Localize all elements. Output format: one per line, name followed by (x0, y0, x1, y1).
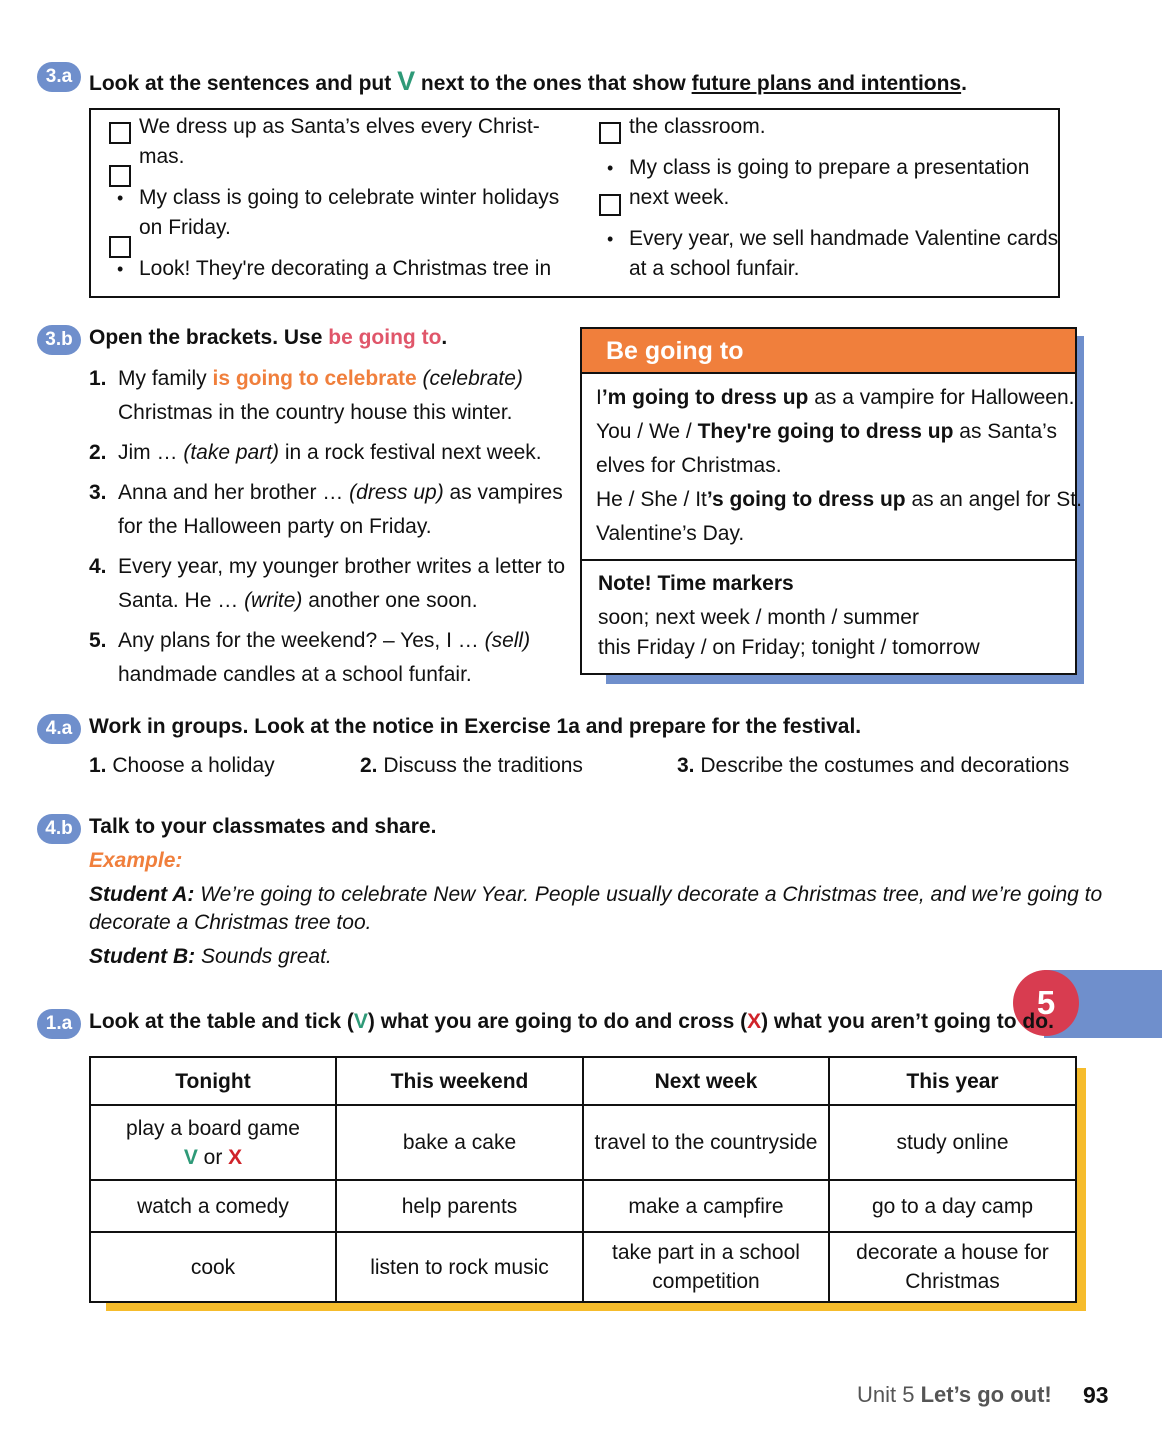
exercise-1a-title (89, 1010, 1054, 1034)
checkbox[interactable] (599, 194, 621, 216)
title-highlight: be going to (328, 326, 442, 349)
table-cell[interactable]: cook (90, 1232, 336, 1302)
verb-hint: (dress up) (349, 481, 444, 504)
item-line (118, 364, 523, 394)
table-cell[interactable]: watch a comedy (90, 1180, 336, 1232)
item-line: handmade candles at a school funfair. (118, 663, 472, 686)
grammar-box-heading: Be going to (582, 329, 1075, 374)
column-header: Tonight (90, 1057, 336, 1105)
activity-text: competition (652, 1270, 760, 1293)
title-text: next to the ones that show (415, 72, 692, 95)
table-cell[interactable]: make a campfire (583, 1180, 829, 1232)
sentences-box (89, 108, 1060, 298)
grammar-line: Valentine’s Day. (596, 522, 745, 545)
item-number: 1. (89, 367, 107, 390)
verb-hint: (take part) (183, 441, 280, 464)
note-line: this Friday / on Friday; tonight / tomorrow (598, 636, 980, 659)
grammar-text: as a vampire for Halloween. (808, 386, 1075, 409)
checkbox[interactable] (599, 122, 621, 144)
item-line (118, 478, 563, 508)
table-cell[interactable]: travel to the countryside (583, 1105, 829, 1180)
activity-text: play a board game (126, 1116, 300, 1140)
item-line (118, 438, 542, 468)
table-cell[interactable]: go to a day camp (829, 1180, 1076, 1232)
item-text: Any plans for the weekend? – Yes, I … (118, 629, 485, 652)
item-number: 2. (89, 441, 107, 464)
title-text: Open the brackets. Use (89, 326, 329, 349)
dialogue-line (89, 942, 332, 972)
dialogue-line (89, 880, 1102, 910)
table-cell[interactable]: bake a cake (336, 1105, 583, 1180)
title-text: . (441, 326, 448, 349)
step-number: 2. (360, 754, 378, 777)
sentence-line: the classroom. (629, 115, 766, 138)
step-3 (677, 751, 1069, 781)
verb-hint: (celebrate) (416, 367, 523, 390)
exercise-badge-4a: 4.a (37, 714, 81, 744)
grammar-bold: ’s going to dress up (706, 488, 906, 511)
note-line: soon; next week / month / summer (598, 606, 919, 629)
dialogue-line: decorate a Christmas tree too. (89, 911, 372, 934)
item-text: as vampires (443, 481, 563, 504)
step-text: Discuss the traditions (377, 754, 583, 777)
column-header: Next week (583, 1057, 829, 1105)
exercise-3a-title (89, 66, 967, 97)
column-header: This weekend (336, 1057, 583, 1105)
note-title: Note! Time markers (598, 572, 794, 595)
sentence-line: We dress up as Santa’s elves every Christ- (139, 115, 540, 138)
exercise-3b-title (89, 326, 447, 350)
item-number: 5. (89, 629, 107, 652)
sentence-line: Look! They're decorating a Christmas tree in (139, 257, 552, 280)
table-cell[interactable] (829, 1232, 1076, 1302)
sentence-line: on Friday. (139, 216, 231, 239)
table-header-row (90, 1057, 1076, 1105)
title-text: Look at the table and tick ( (89, 1010, 354, 1033)
tick-mark: V (397, 66, 416, 96)
title-text: ) what you are going to do and cross ( (367, 1010, 748, 1033)
item-number: 3. (89, 481, 107, 504)
table-row (90, 1180, 1076, 1232)
unit-title: Let’s go out! (920, 1382, 1052, 1407)
unit-number-circle: 5 (1013, 970, 1079, 1036)
item-text: Jim … (118, 441, 184, 464)
step-text: Describe the costumes and decorations (694, 754, 1070, 777)
title-text: . (961, 72, 967, 95)
exercise-badge-4b: 4.b (37, 814, 81, 844)
step-text: Choose a holiday (106, 754, 275, 777)
bullet: • (607, 229, 614, 249)
item-line: for the Halloween party on Friday. (118, 515, 432, 538)
table-cell[interactable]: study online (829, 1105, 1076, 1180)
or-text: or (197, 1145, 229, 1169)
grammar-text: You / We / (596, 420, 698, 443)
example-label: Example: (89, 849, 183, 872)
exercise-badge-3a: 3.a (37, 62, 81, 92)
item-line: Every year, my younger brother writes a letter to (118, 555, 566, 578)
step-1 (89, 751, 275, 781)
speaker-label: Student B: (89, 945, 196, 968)
cross-mark: X (747, 1010, 762, 1033)
item-line (118, 626, 530, 656)
bullet: • (117, 188, 124, 208)
sentence-line: at a school funfair. (629, 257, 800, 280)
verb-hint: (write) (244, 589, 303, 612)
step-number: 3. (677, 754, 695, 777)
table-row (90, 1232, 1076, 1302)
sentence-line: next week. (629, 186, 730, 209)
step-2 (360, 751, 583, 781)
footer-unit (857, 1380, 1052, 1410)
checkbox[interactable] (109, 122, 131, 144)
item-text: Anna and her brother … (118, 481, 350, 504)
unit-label: Unit 5 (857, 1382, 921, 1407)
table-row (90, 1105, 1076, 1180)
bullet: • (117, 259, 124, 279)
grammar-bold: ’m going to dress up (601, 386, 809, 409)
grammar-box (580, 327, 1082, 675)
sentence-line: Every year, we sell handmade Valentine cards (629, 227, 1059, 250)
activity-text: Christmas (905, 1270, 1000, 1293)
speaker-label: Student A: (89, 883, 195, 906)
title-underlined: future plans and intentions (691, 72, 962, 95)
sentence-line: mas. (139, 145, 185, 168)
dialogue-text: Sounds great. (195, 945, 332, 968)
grammar-bold: They're going to dress up (697, 420, 954, 443)
activity-text: decorate a house for (856, 1241, 1049, 1264)
grammar-text: I (596, 386, 602, 409)
grammar-line (596, 485, 1082, 515)
plans-table (89, 1056, 1077, 1303)
dialogue-text: We’re going to celebrate New Year. People usually decorate a Christmas tree, and we’re going to (194, 883, 1103, 906)
exercise-4a-title: Work in groups. Look at the notice in Exercise 1a and prepare for the festival. (89, 715, 862, 738)
exercise-badge-3b: 3.b (37, 325, 81, 355)
grammar-line (596, 417, 1057, 447)
item-line (118, 586, 478, 616)
divider (582, 559, 1075, 561)
sentence-line: My class is going to celebrate winter holidays (139, 186, 560, 209)
item-text: another one soon. (302, 589, 478, 612)
grammar-text: as an angel for St. (905, 488, 1082, 511)
cross-mark: X (228, 1145, 243, 1169)
bullet: • (607, 158, 614, 178)
title-text: Look at the sentences and put (89, 72, 398, 95)
activity-text: take part in a school (612, 1241, 800, 1264)
item-line: Christmas in the country house this winter. (118, 401, 513, 424)
item-number: 4. (89, 555, 107, 578)
exercise-4b-title: Talk to your classmates and share. (89, 815, 437, 838)
table-cell[interactable] (583, 1232, 829, 1302)
table-cell[interactable] (90, 1105, 336, 1180)
table-cell[interactable]: listen to rock music (336, 1232, 583, 1302)
verb-hint: (sell) (484, 629, 531, 652)
item-text: My family (118, 367, 213, 390)
tick-mark: V (183, 1145, 198, 1169)
answer-example: is going to celebrate (212, 367, 417, 390)
step-number: 1. (89, 754, 107, 777)
grammar-line: elves for Christmas. (596, 454, 782, 477)
item-text: Santa. He … (118, 589, 245, 612)
grammar-text: as Santa’s (953, 420, 1057, 443)
item-text: in a rock festival next week. (279, 441, 542, 464)
table-cell[interactable]: help parents (336, 1180, 583, 1232)
sentence-line: My class is going to prepare a presentation (629, 156, 1030, 179)
title-text: ) what you aren’t going to do. (761, 1010, 1054, 1033)
exercise-badge-1a: 1.a (37, 1009, 81, 1039)
tick-or-cross (97, 1143, 329, 1172)
grammar-line (596, 383, 1074, 413)
tick-mark: V (353, 1010, 368, 1033)
grammar-text: He / She / It (596, 488, 707, 511)
page-number: 93 (1083, 1382, 1109, 1408)
column-header: This year (829, 1057, 1076, 1105)
